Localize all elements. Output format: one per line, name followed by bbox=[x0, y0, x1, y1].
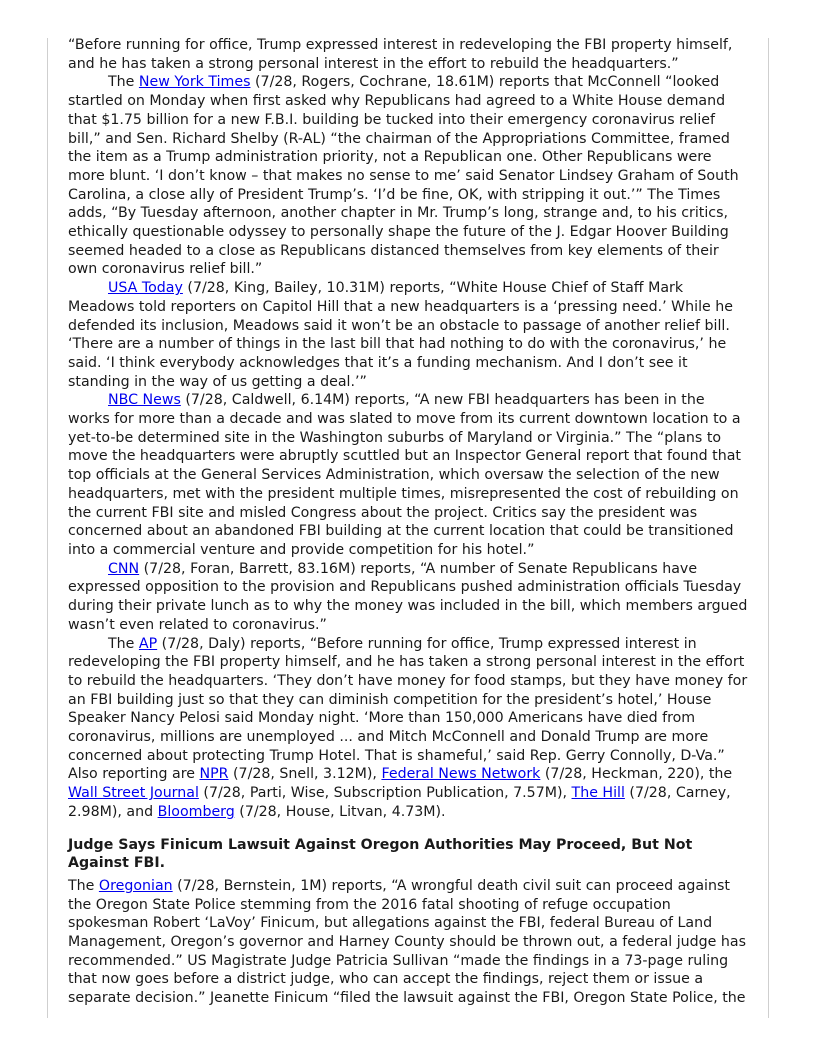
source-link-nyt[interactable]: New York Times bbox=[138, 74, 251, 91]
paragraph-usa-today: USA Today (7/28, King, Bailey, 10.31M) reports, “White House Chief of Staff Mark Meadows told reporters on Capitol Hill that a new headquarters is a ‘pressing need.’ While he defended its inclusion, Meadows said it won’t be an obstacle to passage of another relief bill. ‘There are a number of things in the last bill that had nothing to do with the coronavirus,’ he said. ‘I think everybody acknowledges that it’s a funding mechanism. And I don’t see it standing in the way of us getting a deal.’” bbox=[68, 280, 733, 390]
article-body bbox=[68, 36, 750, 1008]
paragraph-nyt: The New York Times (7/28, Rogers, Cochrane, 18.61M) reports that McConnell “looked startled on Monday when first asked why Republicans had agreed to a White House demand that $1.75 billion for a new F.B.I. building be tucked into their emergency coronavirus relief bill,” and Sen. Richard Shelby (R-AL) “the chairman of the Appropriations Committee, framed the item as a Trump administration priority, not a Republican one. Other Republicans were more blunt. ‘I don’t know – that makes no sense to me’ said Senator Lindsey Graham of South Carolina, a close ally of President Trump’s. ‘I’d be fine, OK, with stripping it out.’” The Times adds, “By Tuesday afternoon, another chapter in Mr. Trump’s long, strange and, to his critics, ethically questionable odyssey to personally shape the future of the J. Edgar Hoover Building seemed headed to a close as Republicans distanced themselves from key elements of their own coronavirus relief bill.” bbox=[68, 74, 739, 278]
left-margin-rule bbox=[47, 38, 48, 1018]
source-link-ap[interactable]: AP bbox=[138, 635, 158, 652]
paragraph-ap: The AP (7/28, Daly) reports, “Before running for office, Trump expressed interest in redeveloping the FBI property himself, and he has taken a strong personal interest in the effort to rebuild the headquarters. ‘They don’t have money for food stamps, but they have money for an FBI building just so that they can diminish competition for the president’s hotel,’ House Speaker Nancy Pelosi said Monday night. ‘More than 150,000 Americans have died from coronavirus, millions are unemployed ... and Mitch McConnell and Donald Trump are more concerned about protecting Trump Hotel. That is shameful,’ said Rep. Gerry Connolly, D-Va.” Also reporting are NPR (7/28, Snell, 3.12M), Federal News Network (7/28, Heckman, 220), the Wall Street Journal (7/28, Parti, Wise, Subscription Publication, 7.57M), The Hill (7/28, Carney, 2.98M), and Bloomberg (7/28, House, Litvan, 4.73M). bbox=[68, 635, 748, 820]
paragraph-continued: “Before running for office, Trump expressed interest in redeveloping the FBI property himself, and he has taken a strong personal interest in the effort to rebuild the headquarters.” bbox=[68, 37, 733, 72]
source-link-cnn[interactable]: CNN bbox=[108, 560, 140, 577]
source-link-the-hill[interactable]: The Hill bbox=[571, 785, 625, 802]
paragraph-oregonian: The Oregonian (7/28, Bernstein, 1M) reports, “A wrongful death civil suit can proceed against the Oregon State Police stemming from the 2016 fatal shooting of refuge occupation spokesman Robert ‘LaVoy’ Finicum, but allegations against the FBI, federal Bureau of Land Management, Oregon’s governor and Harney County should be thrown out, a federal judge has recommended.” US Magistrate Judge Patricia Sullivan “made the findings in a 73-page ruling that now goes before a district judge, who can accept the findings, reject them or issue a separate decision.” Jeanette Finicum “filed the lawsuit against the FBI, Oregon State Police, the bbox=[68, 877, 746, 1007]
source-link-usa-today[interactable]: USA Today bbox=[108, 280, 183, 297]
right-margin-rule bbox=[768, 38, 769, 1018]
source-link-bloomberg[interactable]: Bloomberg bbox=[157, 803, 235, 820]
source-link-wall-street-journal[interactable]: Wall Street Journal bbox=[68, 785, 199, 802]
source-link-federal-news-network[interactable]: Federal News Network bbox=[381, 766, 541, 783]
paragraph-cnn: CNN (7/28, Foran, Barrett, 83.16M) reports, “A number of Senate Republicans have expressed opposition to the provision and Republicans pushed administration officials Tuesday during their private lunch as to why the money was included in the bill, which members argued wasn’t even related to coronavirus.” bbox=[68, 560, 748, 633]
source-link-npr[interactable]: NPR bbox=[199, 766, 229, 783]
article-headline: Judge Says Finicum Lawsuit Against Oregon Authorities May Proceed, But Not Against FBI. bbox=[68, 836, 693, 872]
source-link-nbc[interactable]: NBC News bbox=[108, 392, 181, 409]
source-link-oregonian[interactable]: Oregonian bbox=[98, 877, 173, 894]
paragraph-nbc: NBC News (7/28, Caldwell, 6.14M) reports, “A new FBI headquarters has been in the works for more than a decade and was slated to move from its current downtown location to a yet-to-be determined site in the Washington suburbs of Maryland or Virginia.” The “plans to move the headquarters were abruptly scuttled but an Inspector General report that found that top officials at the General Services Administration, which oversaw the selection of the new headquarters, met with the president multiple times, misrepresented the cost of rebuilding on the current FBI site and misled Congress about the project. Critics say the president was concerned about an abandoned FBI building at the current location that could be transitioned into a commercial venture and provide competition for his hotel.” bbox=[68, 392, 741, 558]
